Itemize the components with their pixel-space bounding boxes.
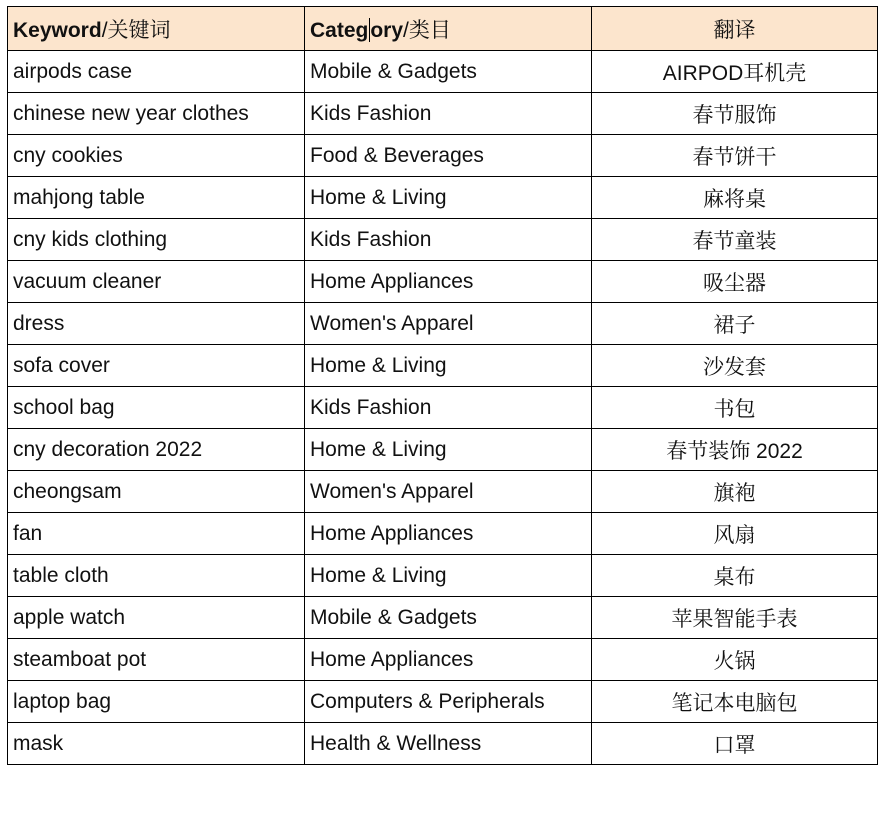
cell-keyword[interactable]: steamboat pot bbox=[8, 639, 305, 681]
header-category-en-part2: ory bbox=[370, 18, 404, 42]
cell-category[interactable]: Kids Fashion bbox=[305, 219, 592, 261]
cell-keyword[interactable]: chinese new year clothes bbox=[8, 93, 305, 135]
cell-keyword[interactable]: cny kids clothing bbox=[8, 219, 305, 261]
cell-translation[interactable]: 旗袍 bbox=[592, 471, 878, 513]
header-cell-translation[interactable] bbox=[592, 7, 878, 51]
header-category-en-part1: Categ bbox=[310, 18, 369, 42]
cell-keyword[interactable]: dress bbox=[8, 303, 305, 345]
cell-translation[interactable]: 春节装饰 2022 bbox=[592, 429, 878, 471]
cell-translation[interactable]: 风扇 bbox=[592, 513, 878, 555]
table-row bbox=[8, 555, 878, 597]
keyword-table bbox=[7, 6, 878, 765]
header-translation: 翻译 bbox=[713, 18, 756, 42]
cell-translation[interactable]: 笔记本电脑包 bbox=[592, 681, 878, 723]
cell-category[interactable]: Mobile & Gadgets bbox=[305, 51, 592, 93]
table-row bbox=[8, 597, 878, 639]
cell-translation[interactable]: 苹果智能手表 bbox=[592, 597, 878, 639]
cell-category[interactable]: Women's Apparel bbox=[305, 471, 592, 513]
cell-category[interactable]: Health & Wellness bbox=[305, 723, 592, 765]
cell-translation[interactable]: 口罩 bbox=[592, 723, 878, 765]
table-row bbox=[8, 429, 878, 471]
cell-keyword[interactable]: table cloth bbox=[8, 555, 305, 597]
cell-keyword[interactable]: cny decoration 2022 bbox=[8, 429, 305, 471]
table-row bbox=[8, 471, 878, 513]
cell-keyword[interactable]: airpods case bbox=[8, 51, 305, 93]
table-row bbox=[8, 303, 878, 345]
cell-category[interactable]: Home & Living bbox=[305, 177, 592, 219]
table-row bbox=[8, 135, 878, 177]
table-row bbox=[8, 723, 878, 765]
cell-category[interactable]: Home & Living bbox=[305, 345, 592, 387]
cell-category[interactable]: Kids Fashion bbox=[305, 93, 592, 135]
table-row bbox=[8, 51, 878, 93]
cell-keyword[interactable]: mahjong table bbox=[8, 177, 305, 219]
cell-translation[interactable]: 裙子 bbox=[592, 303, 878, 345]
cell-category[interactable]: Mobile & Gadgets bbox=[305, 597, 592, 639]
table-row bbox=[8, 513, 878, 555]
cell-category[interactable]: Computers & Peripherals bbox=[305, 681, 592, 723]
table-row bbox=[8, 261, 878, 303]
cell-category[interactable]: Women's Apparel bbox=[305, 303, 592, 345]
cell-keyword[interactable]: cny cookies bbox=[8, 135, 305, 177]
cell-category[interactable]: Home Appliances bbox=[305, 639, 592, 681]
cell-translation[interactable]: 沙发套 bbox=[592, 345, 878, 387]
header-cell-keyword[interactable] bbox=[8, 7, 305, 51]
cell-translation[interactable]: 桌布 bbox=[592, 555, 878, 597]
header-row bbox=[8, 7, 878, 51]
header-keyword-zh: /关键词 bbox=[101, 18, 171, 42]
cell-category[interactable]: Home & Living bbox=[305, 555, 592, 597]
cell-translation[interactable]: 吸尘器 bbox=[592, 261, 878, 303]
cell-translation[interactable]: 麻将桌 bbox=[592, 177, 878, 219]
cell-keyword[interactable]: laptop bag bbox=[8, 681, 305, 723]
table-body bbox=[8, 51, 878, 765]
cell-translation[interactable]: 火锅 bbox=[592, 639, 878, 681]
table-row bbox=[8, 387, 878, 429]
header-cell-category[interactable] bbox=[305, 7, 592, 51]
cell-category[interactable]: Home & Living bbox=[305, 429, 592, 471]
table-row bbox=[8, 219, 878, 261]
cell-category[interactable]: Home Appliances bbox=[305, 513, 592, 555]
cell-translation[interactable]: 书包 bbox=[592, 387, 878, 429]
cell-keyword[interactable]: sofa cover bbox=[8, 345, 305, 387]
table-row bbox=[8, 93, 878, 135]
header-category-zh: /类目 bbox=[403, 18, 451, 42]
table-row bbox=[8, 681, 878, 723]
cell-category[interactable]: Kids Fashion bbox=[305, 387, 592, 429]
cell-category[interactable]: Home Appliances bbox=[305, 261, 592, 303]
cell-keyword[interactable]: fan bbox=[8, 513, 305, 555]
header-keyword-en: Keyword bbox=[13, 18, 102, 42]
cell-keyword[interactable]: apple watch bbox=[8, 597, 305, 639]
cell-translation[interactable]: AIRPOD耳机壳 bbox=[592, 51, 878, 93]
cell-keyword[interactable]: school bag bbox=[8, 387, 305, 429]
table-row bbox=[8, 639, 878, 681]
cell-keyword[interactable]: vacuum cleaner bbox=[8, 261, 305, 303]
cell-category[interactable]: Food & Beverages bbox=[305, 135, 592, 177]
cell-translation[interactable]: 春节童装 bbox=[592, 219, 878, 261]
table-row bbox=[8, 177, 878, 219]
table-header bbox=[8, 7, 878, 51]
cell-translation[interactable]: 春节服饰 bbox=[592, 93, 878, 135]
cell-translation[interactable]: 春节饼干 bbox=[592, 135, 878, 177]
table-row bbox=[8, 345, 878, 387]
cell-keyword[interactable]: mask bbox=[8, 723, 305, 765]
cell-keyword[interactable]: cheongsam bbox=[8, 471, 305, 513]
